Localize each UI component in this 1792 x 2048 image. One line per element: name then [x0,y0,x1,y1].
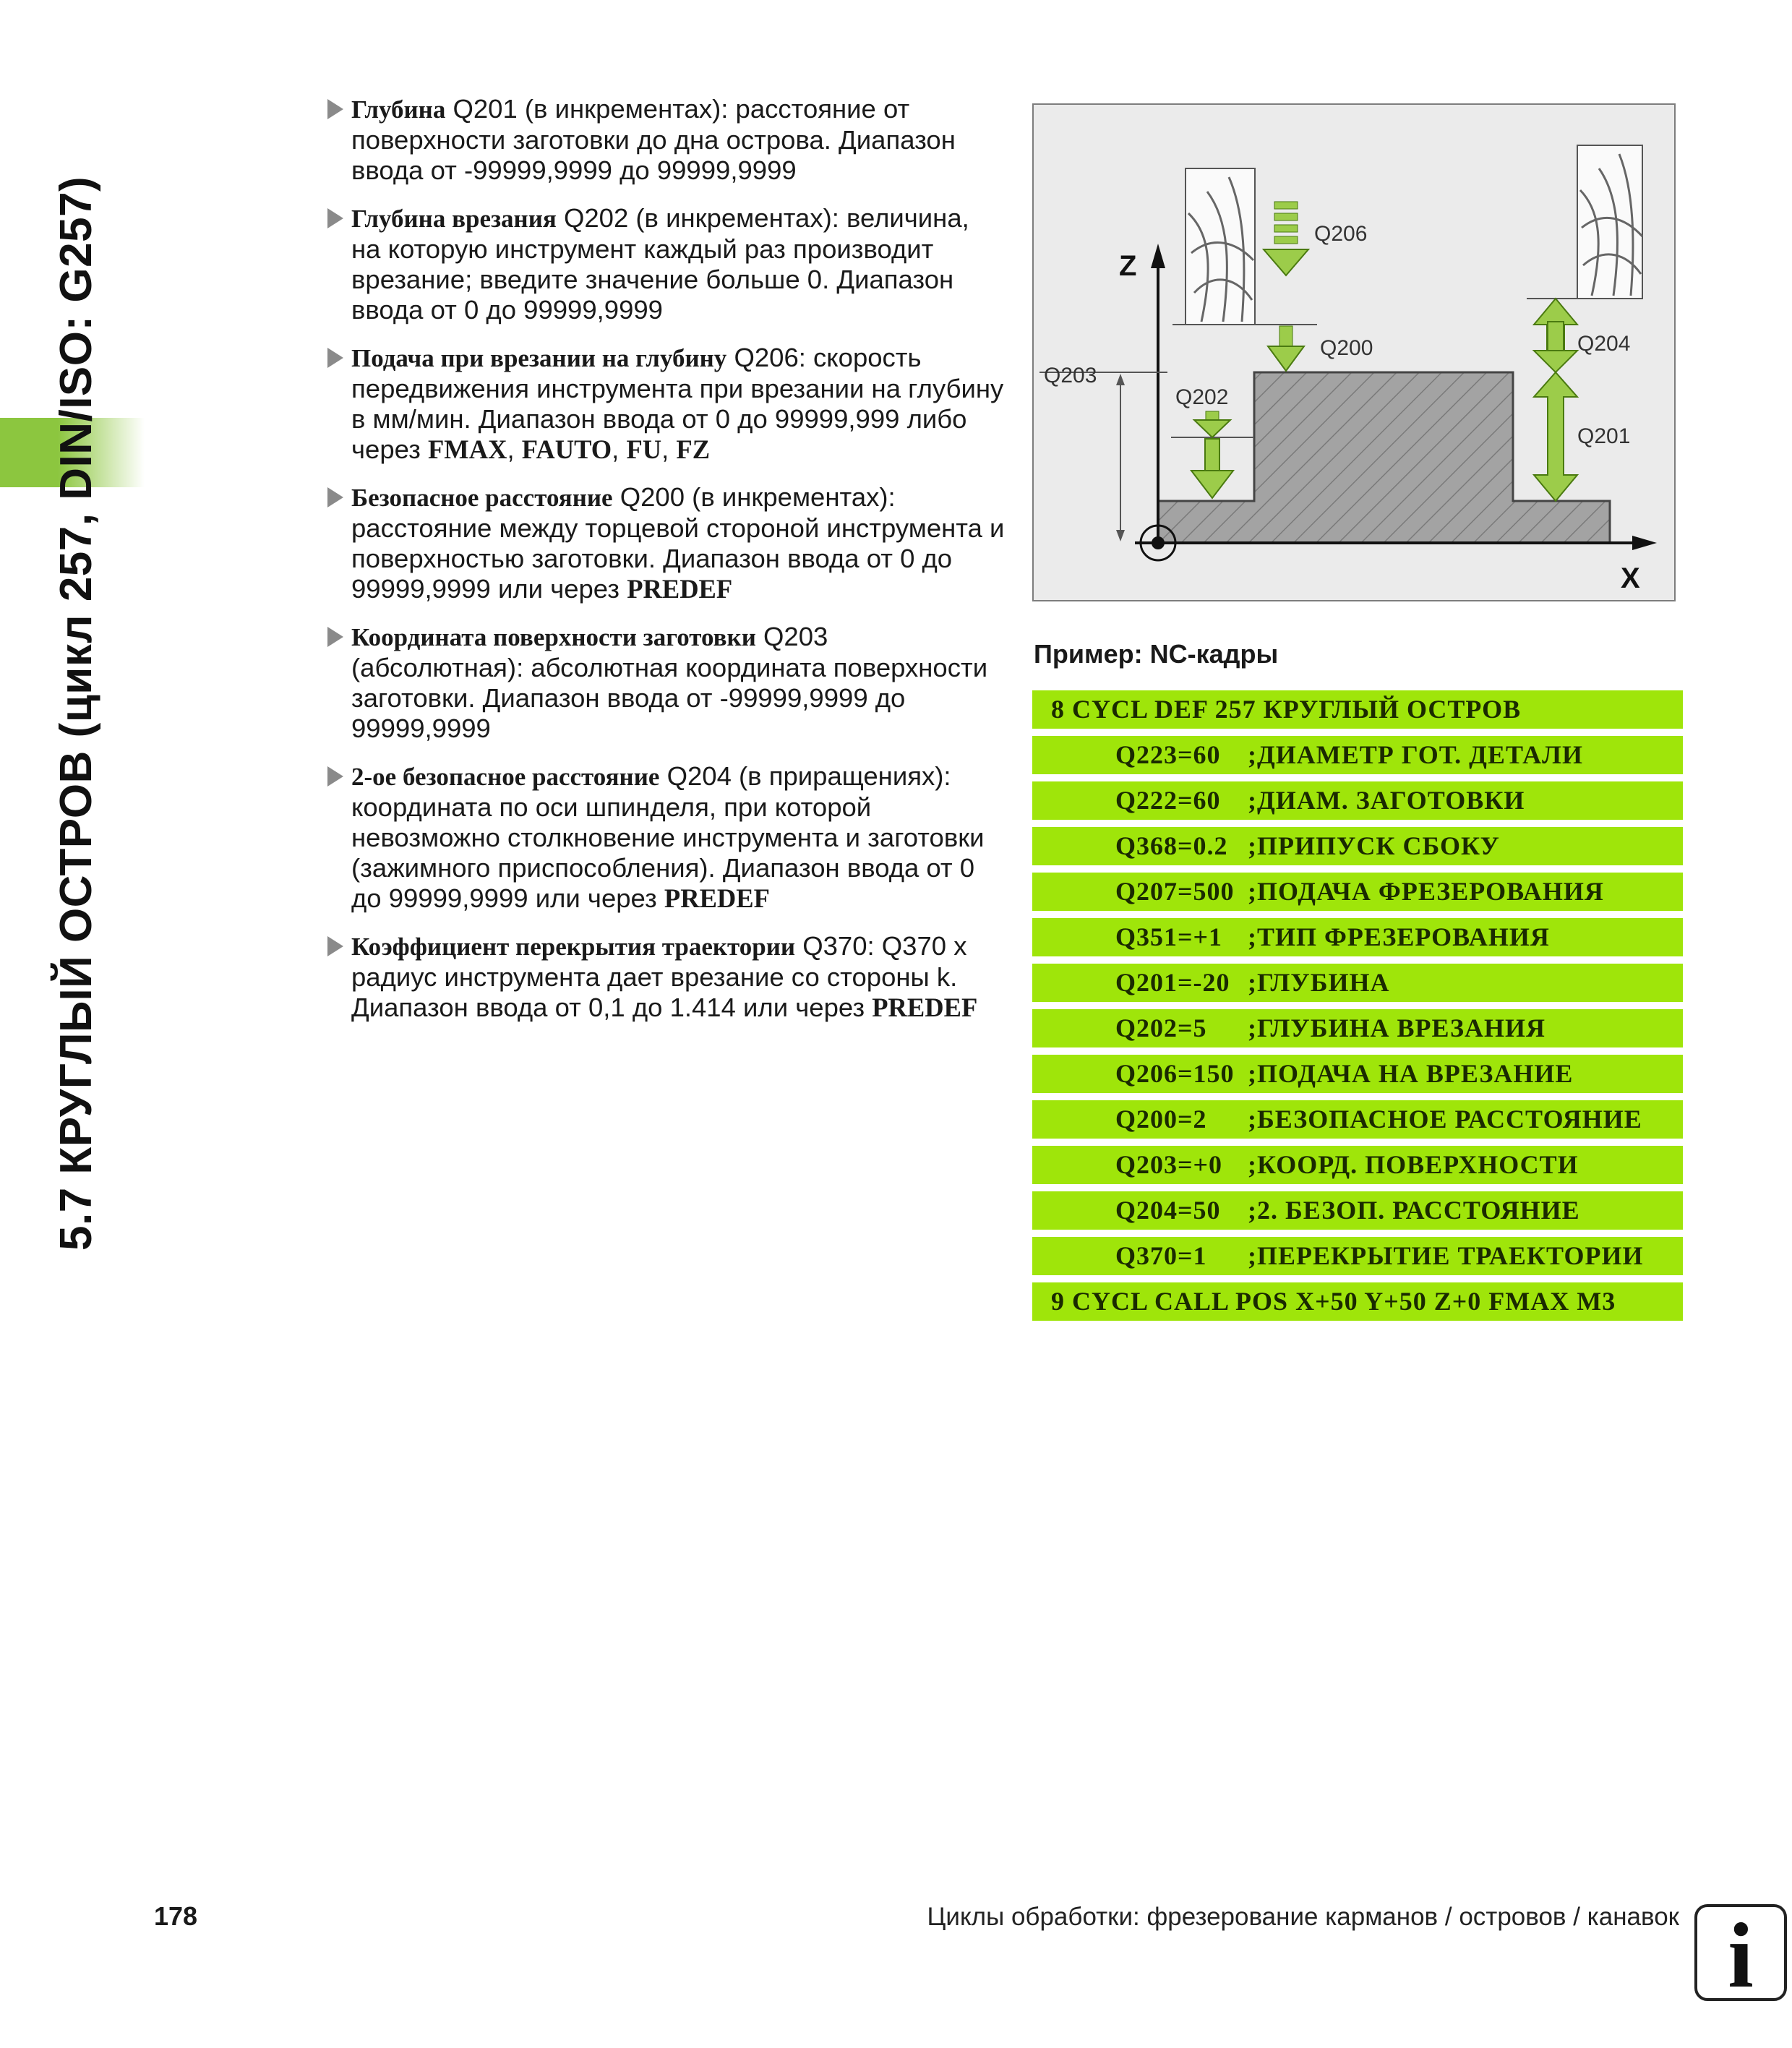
parameter-text: FU [626,434,662,464]
nc-comment: ;2. БЕЗОП. РАССТОЯНИЕ [1248,1196,1580,1225]
parameter-term: Безопасное расстояние [351,484,613,512]
nc-comment: ;ДИАМЕТР ГОТ. ДЕТАЛИ [1248,740,1583,769]
nc-code: Q201=-20 [1115,968,1230,997]
nc-row-cycl-call: 9 CYCL CALL POS X+50 Y+50 Z+0 FMAX M3 [1032,1282,1683,1321]
cycle-diagram [1032,103,1676,601]
nc-code: Q222=60 [1115,786,1221,815]
bullet-arrow-icon [327,99,343,119]
parameter-text: PREDEF [872,993,978,1022]
parameter-text: Q206: скорость передвижения инструмента при врезании на глубину в мм/мин. Диапазон ввода от 0 до 99999,999 либо через [351,343,1004,464]
parameter-item [322,343,1005,465]
example-title: Пример: NC-кадры [1034,639,1279,669]
parameter-term: 2-ое безопасное расстояние [351,763,660,791]
nc-comment: ;ГЛУБИНА [1248,968,1390,997]
page-number: 178 [154,1901,198,1931]
parameter-text: PREDEF [627,574,733,604]
parameter-text: Q200 (в инкрементах): расстояние между торцевой стороной инструмента и поверхностью заготовки. Диапазон ввода от 0 до 99999,9999 или через [351,482,1005,604]
footer-text: Циклы обработки: фрезерование карманов / островов / канавок [927,1903,1679,1931]
nc-comment: ;КООРД. ПОВЕРХНОСТИ [1248,1150,1579,1179]
parameter-text: , [612,434,627,464]
parameter-item [322,94,1005,186]
nc-code: Q223=60 [1115,740,1221,769]
nc-code: Q368=0.2 [1115,831,1228,860]
nc-code: Q200=2 [1115,1105,1207,1134]
parameter-item [322,761,1005,914]
parameter-text: Q370: Q370 x радиус инструмента дает врезание со стороны k. Диапазон ввода от 0,1 до 1.414 или через [351,931,967,1022]
nc-comment: ;ПОДАЧА НА ВРЕЗАНИЕ [1248,1059,1574,1088]
parameter-text: Q202 (в инкрементах): величина, на которую инструмент каждый раз производит врезание; введите значение больше 0. Диапазон ввода от 0 до 99999,9999 [351,203,969,325]
parameter-text: Q201 (в инкрементах): расстояние от поверхности заготовки до дна острова. Диапазон ввода от -99999,9999 до 99999,9999 [351,94,956,185]
nc-row [1032,1191,1683,1230]
parameter-term: Координата поверхности заготовки [351,623,756,651]
q200-label: Q200 [1320,336,1373,360]
nc-code: Q206=150 [1115,1059,1235,1088]
parameter-text: Q204 (в приращениях): координата по оси шпинделя, при которой невозможно столкновение инструмента и заготовки (зажимного приспособления). Диапазон ввода от 0 до 99999,9999 или через [351,761,985,913]
z-axis-label: Z [1119,250,1137,282]
right-tool [1577,145,1642,299]
nc-row [1032,1146,1683,1184]
nc-comment: ;ГЛУБИНА ВРЕЗАНИЯ [1248,1014,1546,1042]
q200-arrow [1268,326,1304,371]
nc-comment: ;ДИАМ. ЗАГОТОВКИ [1248,786,1525,815]
nc-comment: ;ПЕРЕКРЫТИЕ ТРАЕКТОРИИ [1248,1241,1644,1270]
bullet-arrow-icon [327,487,343,507]
nc-code: Q351=+1 [1115,922,1223,951]
nc-comment: ;ПРИПУСК СБОКУ [1248,831,1500,860]
q206-label: Q206 [1314,222,1368,246]
nc-row [1032,964,1683,1002]
nc-row [1032,1009,1683,1047]
nc-comment: ;ТИП ФРЕЗЕРОВАНИЯ [1248,922,1550,951]
nc-comment: ;ПОДАЧА ФРЕЗЕРОВАНИЯ [1248,877,1604,906]
q201-label: Q201 [1577,424,1631,448]
nc-block-list [1032,690,1683,1328]
nc-comment: ;БЕЗОПАСНОЕ РАССТОЯНИЕ [1248,1105,1642,1134]
x-axis-label: X [1621,562,1640,594]
q203-label: Q203 [1044,364,1097,387]
bullet-arrow-icon [327,348,343,368]
q204-shaft [1534,322,1577,372]
info-icon [1694,1904,1787,2007]
section-title: 5.7 КРУГЛЫЙ ОСТРОВ (цикл 257, DIN/ISO: G257) [51,176,101,1251]
z-axis-arrow [1151,244,1165,268]
nc-row [1032,1100,1683,1139]
parameter-item [322,203,1005,325]
nc-row-cycl-def: 8 CYCL DEF 257 КРУГЛЫЙ ОСТРОВ [1032,690,1683,729]
left-tool [1186,168,1255,325]
parameter-text: Q203 (абсолютная): абсолютная координата поверхности заготовки. Диапазон ввода от -99999,9999 до 99999,9999 [351,622,988,743]
parameter-text: , [507,434,522,464]
info-icon-glyph: i [1728,1904,1754,2007]
parameter-term: Коэффициент перекрытия траектории [351,933,796,961]
parameter-text: PREDEF [664,883,770,913]
parameter-list [322,94,1005,1040]
diagram-svg [1034,105,1674,600]
q202-arrow-top [1194,411,1230,437]
nc-code: Q207=500 [1115,877,1235,906]
parameter-item [322,482,1005,604]
parameter-text: FMAX [428,434,507,464]
nc-code: Q204=50 [1115,1196,1221,1225]
bullet-arrow-icon [327,208,343,228]
bullet-arrow-icon [327,766,343,787]
parameter-term: Глубина врезания [351,205,557,233]
parameter-text: FZ [676,434,711,464]
nc-row [1032,736,1683,774]
nc-code: Q203=+0 [1115,1150,1223,1179]
parameter-item [322,622,1005,744]
parameter-item [322,931,1005,1023]
nc-row [1032,918,1683,956]
nc-row [1032,873,1683,911]
q202-label: Q202 [1175,385,1229,409]
parameter-term: Глубина [351,95,446,124]
q201-arrow [1534,372,1577,501]
nc-row [1032,1055,1683,1093]
nc-code: Q370=1 [1115,1241,1207,1270]
nc-row [1032,781,1683,820]
parameter-text: , [661,434,677,464]
nc-code: Q202=5 [1115,1014,1207,1042]
x-axis-arrow [1632,536,1657,550]
bullet-arrow-icon [327,936,343,956]
bullet-arrow-icon [327,627,343,647]
parameter-text: FAUTO [521,434,612,464]
q206-arrow [1264,202,1308,275]
q204-label: Q204 [1577,332,1631,356]
q202-arrow-bottom [1191,439,1233,498]
nc-row [1032,1237,1683,1275]
nc-row [1032,827,1683,865]
parameter-term: Подача при врезании на глубину [351,344,727,372]
